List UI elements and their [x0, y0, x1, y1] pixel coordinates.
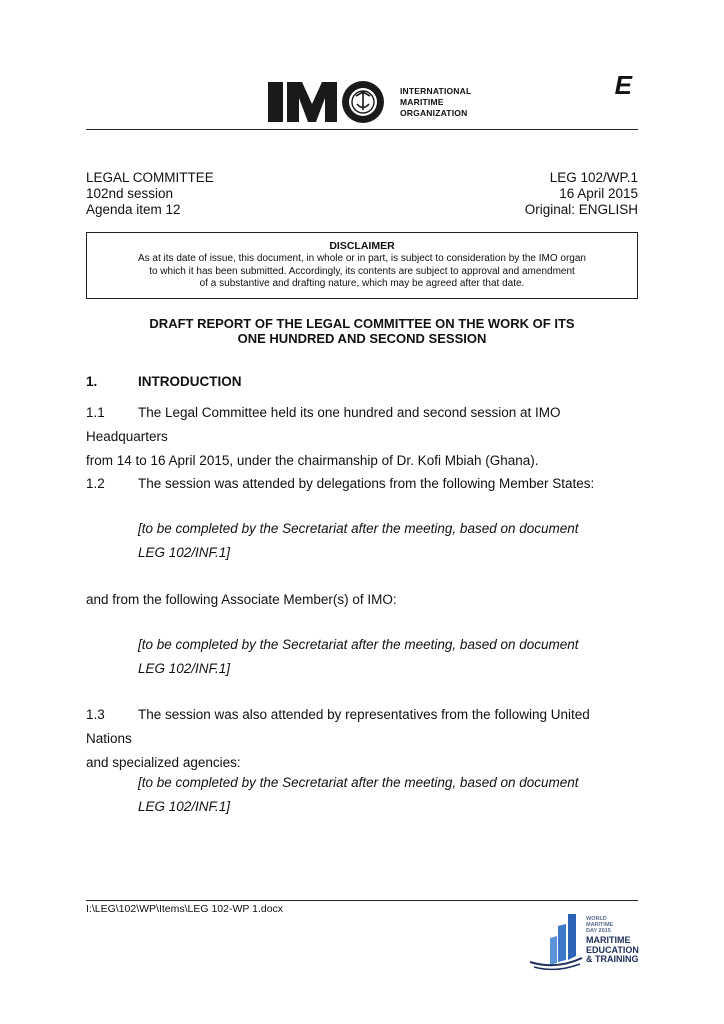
placeholder-member-states: [to be completed by the Secretariat after the meeting, based on document LEG 102/INF.1] [138, 521, 579, 560]
section-heading [86, 374, 242, 389]
footer-divider [86, 900, 638, 901]
document-symbol: LEG 102/WP.1 [549, 170, 638, 185]
meta-left [86, 170, 214, 218]
imo-logo [268, 80, 388, 124]
file-path: I:\LEG\102\WP\Items\LEG 102-WP 1.docx [86, 903, 284, 915]
session-label: 102nd session [86, 186, 174, 201]
original-language: Original: ENGLISH [524, 202, 638, 217]
section-title: INTRODUCTION [138, 374, 242, 389]
paragraph-1-2: 1.2 The session was attended by delegations from the following Member States: [86, 476, 595, 491]
paragraph-1-3: 1.3 The session was also attended by representatives from the following United Nations and specialized agencies: [86, 707, 590, 770]
placeholder-un-agencies: [to be completed by the Secretariat after the meeting, based on document LEG 102/INF.1] [138, 775, 579, 814]
meta-right [525, 170, 638, 218]
agenda-item: Agenda item 12 [86, 202, 181, 217]
organization-name: INTERNATIONAL MARITIME ORGANIZATION [400, 86, 472, 118]
document-date: 16 April 2015 [559, 186, 638, 201]
language-letter: E [614, 70, 632, 100]
ship-icon [528, 912, 584, 972]
placeholder-associate-members: [to be completed by the Secretariat after the meeting, based on document LEG 102/INF.1] [138, 637, 579, 676]
wmd-theme-text: MARITIME EDUCATION & TRAINING [586, 935, 639, 964]
section-number: 1. [86, 374, 98, 389]
header-divider [86, 129, 638, 130]
world-maritime-day-logo [528, 912, 638, 972]
document-title: DRAFT REPORT OF THE LEGAL COMMITTEE ON THE WORK OF ITS ONE HUNDRED AND SECOND SESSION [149, 316, 575, 346]
committee-name: LEGAL COMMITTEE [86, 170, 214, 185]
wmd-small-text: WORLD MARITIME DAY 2015 [586, 916, 614, 934]
disclaimer-text: As at its date of issue, this document, in whole or in part, is subject to consideration by the IMO organ to which it has been submitted. Accordingly, its contents are subject to approval and amendment of a substantive and drafting nature, which may be agreed after that date. [137, 253, 586, 289]
paragraph-1-1: 1.1 The Legal Committee held its one hundred and second session at IMO Headquarters from 14 to 16 April 2015, under the chairmanship of Dr. Kofi Mbiah (Ghana). [86, 405, 561, 468]
disclaimer-box [86, 232, 638, 299]
associate-members-text: and from the following Associate Member(s) of IMO: [86, 592, 397, 607]
disclaimer-title: DISCLAIMER [329, 240, 395, 252]
